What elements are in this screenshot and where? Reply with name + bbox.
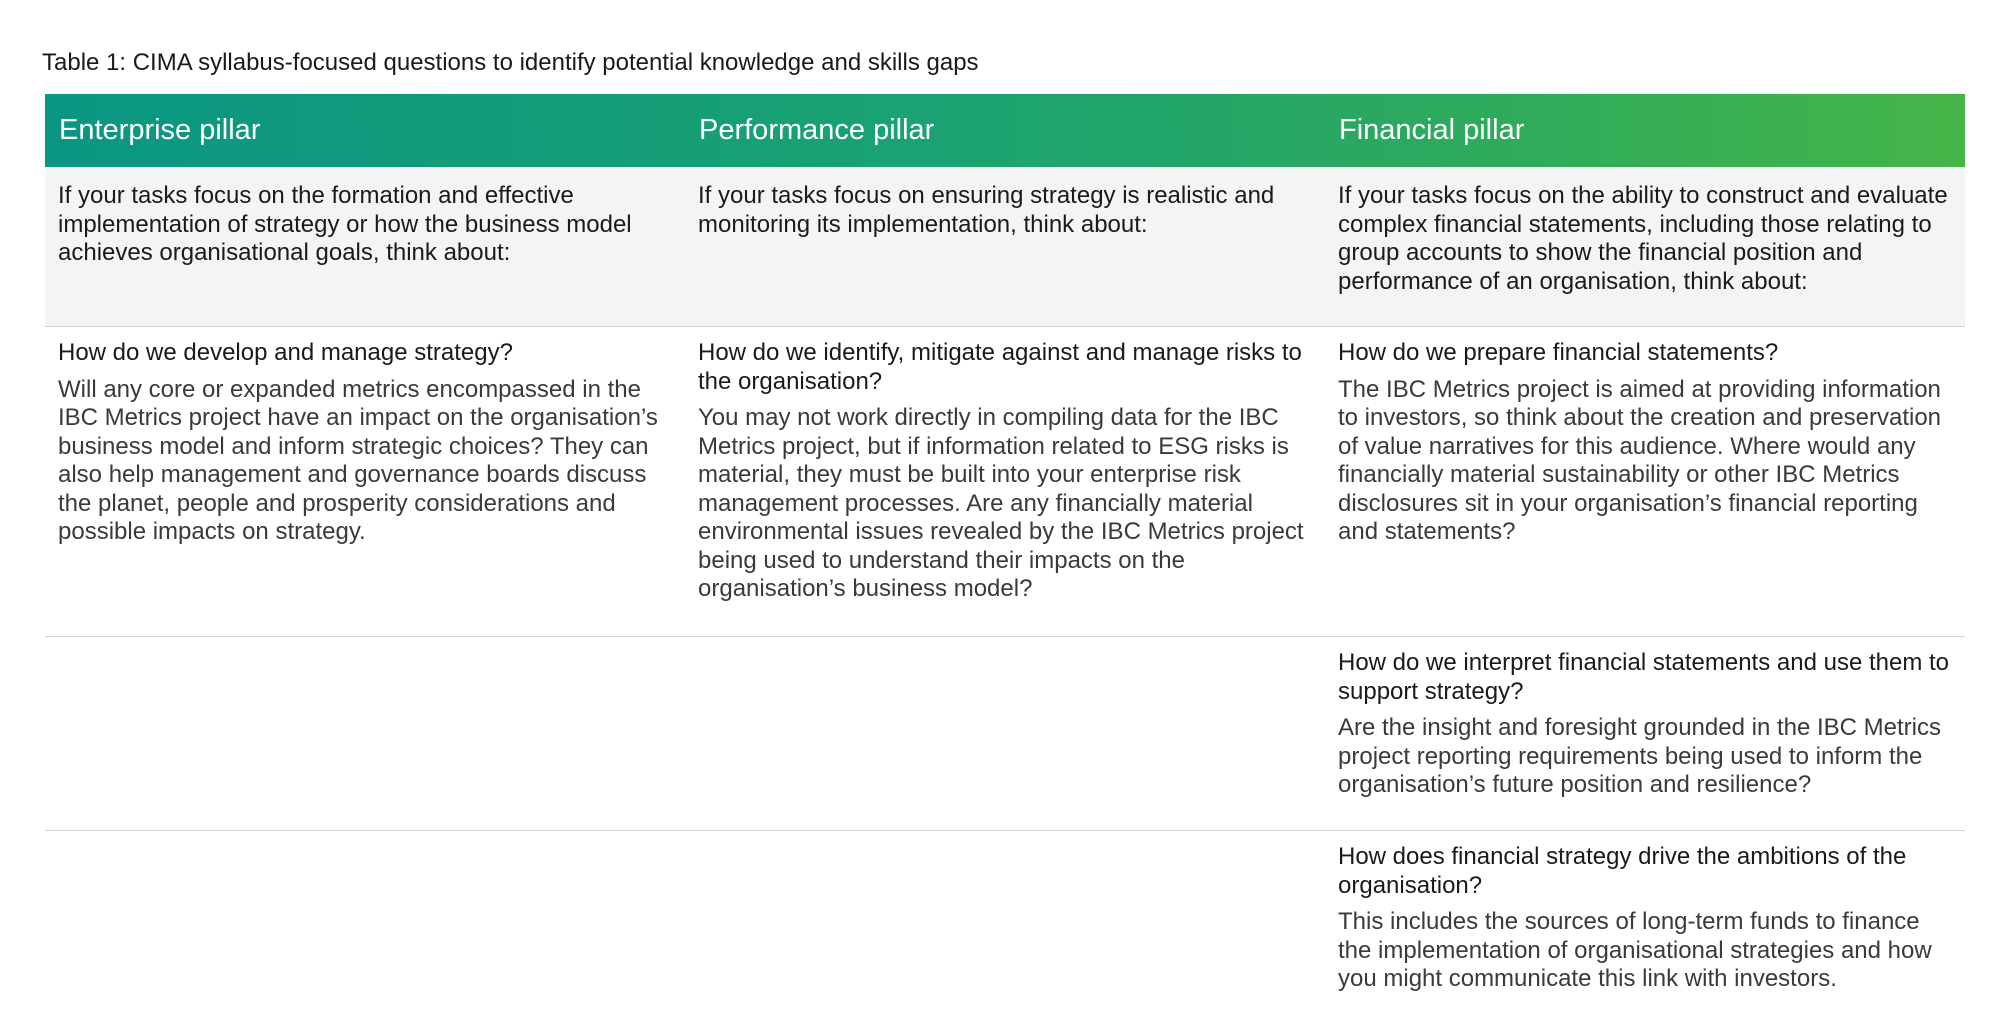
cell-empty <box>45 831 685 1001</box>
question-title: How do we develop and manage strategy? <box>58 339 513 366</box>
intro-performance: If your tasks focus on ensuring strategy is realistic and monitoring its implementation, think about: <box>698 182 1275 238</box>
table-row <box>45 831 1965 1001</box>
table-header-row <box>45 94 1965 167</box>
cell-performance-risks <box>685 327 1325 636</box>
question-body: This includes the sources of long-term funds to finance the implementation of organisational strategies and how you might communicate this link with investors. <box>1338 908 1932 992</box>
question-body: Will any core or expanded metrics encompassed in the IBC Metrics project have an impact on the organisation’s business model and inform strategic choices? They can also help management and governance boards discuss the planet, people and prosperity considerations and possible impacts on strategy. <box>58 375 658 545</box>
cell-financial-prepare <box>1325 327 1965 636</box>
cell-empty <box>685 831 1325 1001</box>
intro-financial: If your tasks focus on the ability to construct and evaluate complex financial statements, including those relating to group accounts to show the financial position and performance of an organisation, think about: <box>1338 182 1948 295</box>
cell-financial-strategy <box>1325 831 1965 1001</box>
header-financial-pillar: Financial pillar <box>1339 114 1525 146</box>
question-body: Are the insight and foresight grounded in the IBC Metrics project reporting requirements being used to inform the organisation’s future position and resilience? <box>1338 714 1941 798</box>
question-title: How does financial strategy drive the ambitions of the organisation? <box>1338 843 1907 899</box>
cell-empty <box>685 637 1325 830</box>
cell-enterprise-strategy <box>45 327 685 636</box>
question-body: You may not work directly in compiling data for the IBC Metrics project, but if information related to ESG risks is material, they must be built into your enterprise risk management processes. Are any financially material environmental issues revealed by the IBC Metrics project being used to understand their impacts on the organisation’s business model? <box>698 404 1304 602</box>
intro-row <box>45 167 1965 327</box>
header-performance-pillar: Performance pillar <box>699 114 935 146</box>
cell-empty <box>45 637 685 830</box>
table-caption: Table 1: CIMA syllabus-focused questions to identify potential knowledge and skills gaps <box>42 49 979 76</box>
table-row <box>45 637 1965 831</box>
question-body: The IBC Metrics project is aimed at providing information to investors, so think about the creation and preservation of value narratives for this audience. Where would any financially material sustainability or other IBC Metrics disclosures sit in your organisation’s financial reporting and statements? <box>1338 375 1942 545</box>
question-title: How do we prepare financial statements? <box>1338 339 1779 366</box>
question-title: How do we identify, mitigate against and manage risks to the organisation? <box>698 339 1302 395</box>
table-row <box>45 327 1965 637</box>
cell-financial-interpret <box>1325 637 1965 830</box>
question-title: How do we interpret financial statements and use them to support strategy? <box>1338 649 1949 705</box>
syllabus-table <box>45 94 1965 1001</box>
intro-enterprise: If your tasks focus on the formation and effective implementation of strategy or how the business model achieves organisational goals, think about: <box>58 182 632 266</box>
header-enterprise-pillar: Enterprise pillar <box>59 114 261 146</box>
